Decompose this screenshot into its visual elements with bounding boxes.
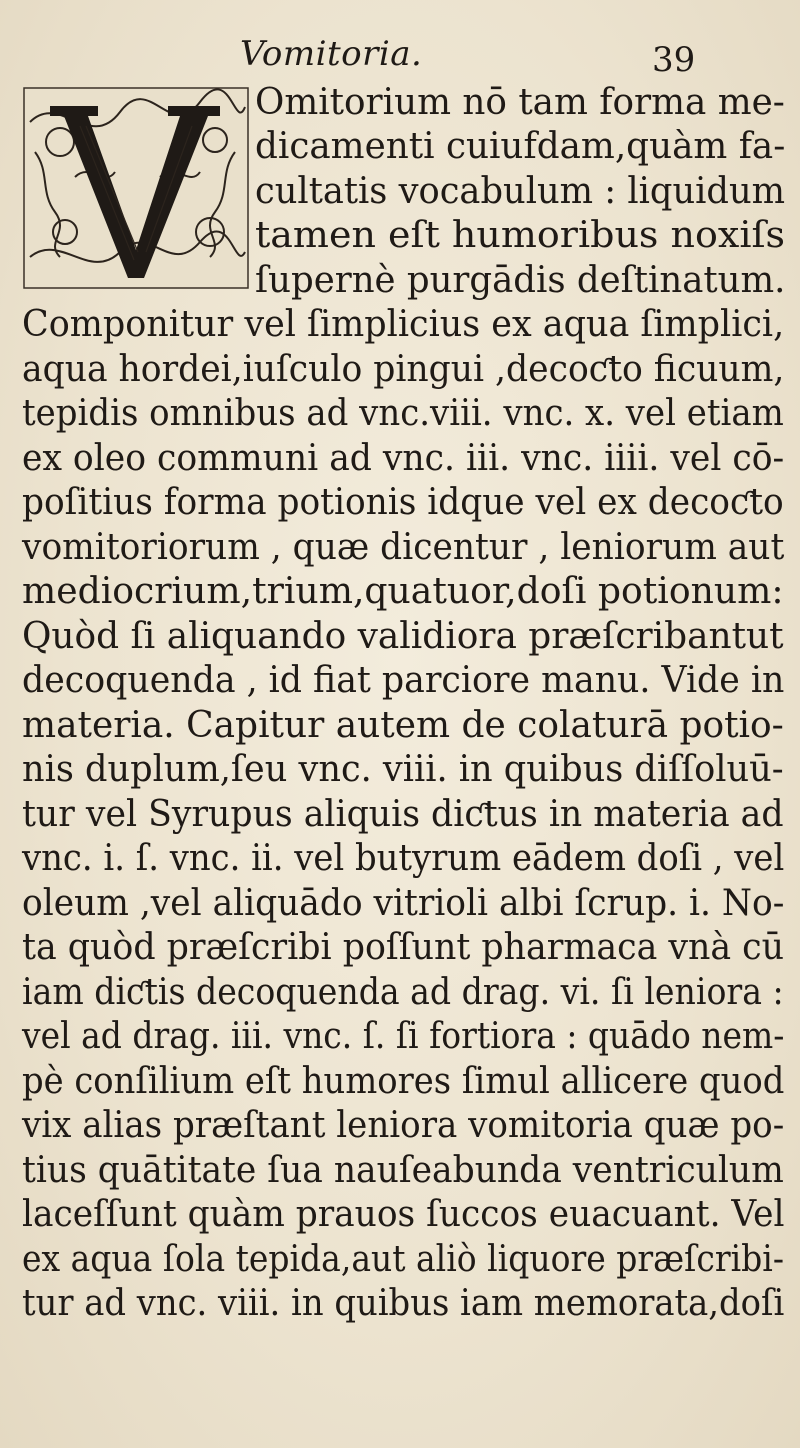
text-line: tur vel Syrupus aliquis diƈtus in materia ad [22,792,784,835]
text-line: materia. Capitur autem de colaturā potio- [22,703,784,746]
text-line: vel ad drag. iii. vnc. ſ. ſi fortiora : quādo nem- [22,1014,785,1057]
text-line: iam diƈtis decoquenda ad drag. vi. ſi leniora : [22,970,784,1013]
text-line: tur ad vnc. viii. in quibus iam memorata,doſi [22,1281,785,1324]
text-line: oleum ,vel aliquādo vitrioli albi ſcrup. i. No- [22,881,785,924]
text-line: poſitius forma potionis idque vel ex decoƈto [22,480,784,523]
text-line: aqua hordei,iuſculo pingui ,decoƈto ficuum, [22,347,785,390]
text-line: ex aqua ſola tepida,aut aliò liquore præſcribi- [22,1237,784,1280]
text-line: decoquenda , id fiat parciore manu. Vide in [22,658,785,701]
page-number: 39 [652,40,696,80]
text-line: ta quòd præſcribi poſſunt pharmaca vnà cū [22,925,785,968]
text-line: dicamenti cuiufdam,quàm fa- [255,124,786,167]
text-line: ex oleo communi ad vnc. iii. vnc. iiii. vel cō- [22,436,785,479]
text-line: pè conſilium eſt humores ſimul allicere quod [22,1059,785,1102]
text-line: tius quātitate ſua nauſeabunda ventriculum [22,1148,784,1191]
running-title: Vomitoria. [240,34,423,74]
page-header [0,30,800,80]
text-line: cultatis vocabulum : liquidum [255,169,786,212]
text-line: laceſſunt quàm prauos ſuccos euacuant. Vel [22,1192,785,1235]
decorated-initial-v [20,82,252,294]
text-line: Omitorium nō tam forma me- [255,80,785,123]
text-line: vix alias præſtant leniora vomitoria quæ po- [22,1103,785,1146]
text-line: vomitoriorum , quæ dicentur , leniorum aut [22,525,785,568]
text-line: mediocrium,trium,quatuor,doſi potionum: [22,569,784,612]
text-line: Quòd ſi aliquando validiora præſcribantut [22,614,784,657]
text-line: tamen eſt humoribus noxiſs [255,213,786,256]
text-line: vnc. i. ſ. vnc. ii. vel butyrum eādem doſi , vel [22,836,785,879]
text-line: Componitur vel ſimplicius ex aqua ſimplici, [22,302,785,345]
text-line: tepidis omnibus ad vnc.viii. vnc. x. vel etiam [22,391,784,434]
text-line: ſupernè purgādis deſtinatum. [255,258,786,301]
text-line: nis duplum,ſeu vnc. viii. in quibus diſſoluū- [22,747,784,790]
